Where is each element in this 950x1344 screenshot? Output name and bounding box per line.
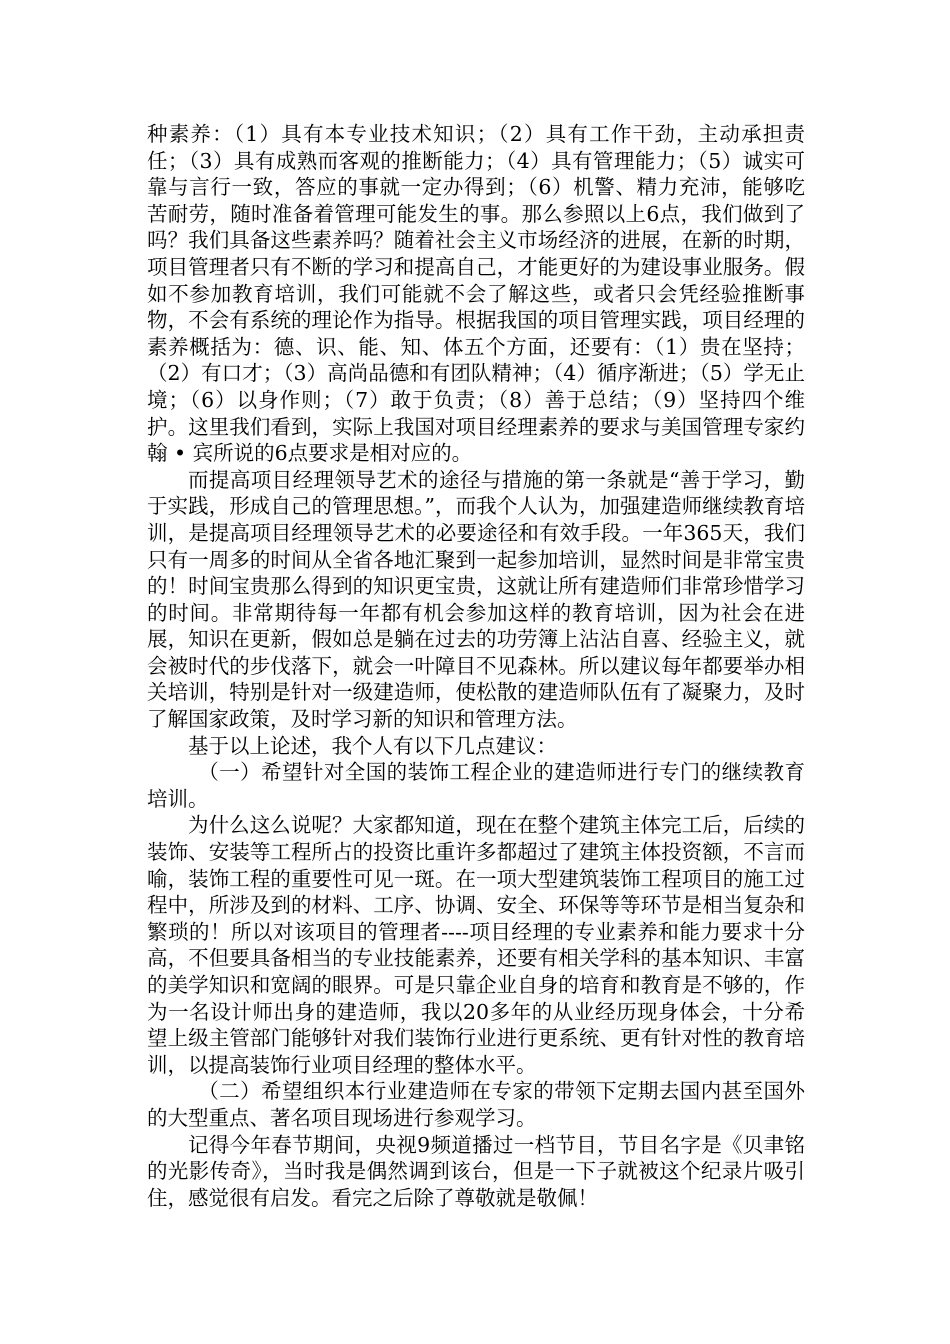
paragraph-training-path: 而提高项目经理领导艺术的途径与措施的第一条就是“善于学习，勤于实践，形成自己的管理思想。”，而我个人认为，加强建造师继续教育培训，是提高项目经理领导艺术的必要途径和有效手段。一年365天，我们只有一周多的时间从全省各地汇聚到一起参加培训，显然时间是非常宝贵的！时间宝贵那么得到的知识更宝贵，这就让所有建造师们非常珍惜学习的时间。非常期待每一年都有机会参加这样的教育培训，因为社会在进展，知识在更新，假如总是躺在过去的功劳簿上沾沾自喜、经验主义，就会被时代的步伐落下，就会一叶障目不见森林。所以建议每年都要举办相关培训，特别是针对一级建造师，使松散的建造师队伍有了凝聚力，及时了解国家政策，及时学习新的知识和管理方法。 bbox=[147, 467, 805, 732]
suggestion-heading-1: （一）希望针对全国的装饰工程企业的建造师进行专门的继续教育培训。 bbox=[147, 760, 805, 811]
paragraph-continued: 种素养：（1）具有本专业技术知识；（2）具有工作干劲，主动承担责任；（3）具有成熟而客观的推断能力；（4）具有管理能力；（5）诚实可靠与言行一致，答应的事就一定办得到；（6）机警、精力充沛，能够吃苦耐劳，随时准备着管理可能发生的事。那么参照以上6点，我们做到了吗？我们具备这些素养吗？随着社会主义市场经济的进展，在新的时期，项目管理者只有不断的学习和提高自己，才能更好的为建设事业服务。假如不参加教育培训，我们可能就不会了解这些，或者只会凭经验推断事物，不会有系统的理论作为指导。根据我国的项目管理实践，项目经理的素养概括为：德、识、能、知、体五个方面，还要有：（1）贵在坚持；（2）有口才；（3）高尚品德和有团队精神；（4）循序渐进；（5）学无止境；（6）以身作则；（7）敢于负责；（8）善于总结；（9）坚持四个维护。这里我们看到，实际上我国对项目经理素养的要求与美国管理专家约翰 • 宾所说的6点要求是相对应的。 bbox=[147, 122, 805, 466]
suggestion-heading-2: （二）希望组织本行业建造师在专家的带领下定期去国内甚至国外的大型重点、著名项目现场进行参观学习。 bbox=[147, 1079, 805, 1130]
document-body bbox=[147, 121, 805, 1211]
paragraph-suggestion-1-reason: 为什么这么说呢？大家都知道，现在在整个建筑主体完工后，后续的装饰、安装等工程所占的投资比重许多都超过了建筑主体投资额，不言而喻，装饰工程的重要性可见一斑。在一项大型建筑装饰工程项目的施工过程中，所涉及到的材料、工序、协调、安全、环保等等环节是相当复杂和繁琐的！所以对该项目的管理者----项目经理的专业素养和能力要求十分高，不但要具备相当的专业技能素养，还要有相关学科的基本知识、丰富的美学知识和宽阔的眼界。可是只靠企业自身的培育和教育是不够的，作为一名设计师出身的建造师，我以20多年的从业经历现身体会，十分希望上级主管部门能够针对我们装饰行业进行更系统、更有针对性的教育培训，以提高装饰行业项目经理的整体水平。 bbox=[147, 813, 805, 1077]
paragraph-suggestion-2-reason: 记得今年春节期间，央视9频道播过一档节目，节目名字是《贝聿铭的光影传奇》，当时我是偶然调到该台，但是一下子就被这个纪录片吸引住，感觉很有启发。看完之后除了尊敬就是敬佩！ bbox=[147, 1132, 805, 1210]
paragraph-suggestions-intro: 基于以上论述，我个人有以下几点建议： bbox=[188, 733, 557, 758]
